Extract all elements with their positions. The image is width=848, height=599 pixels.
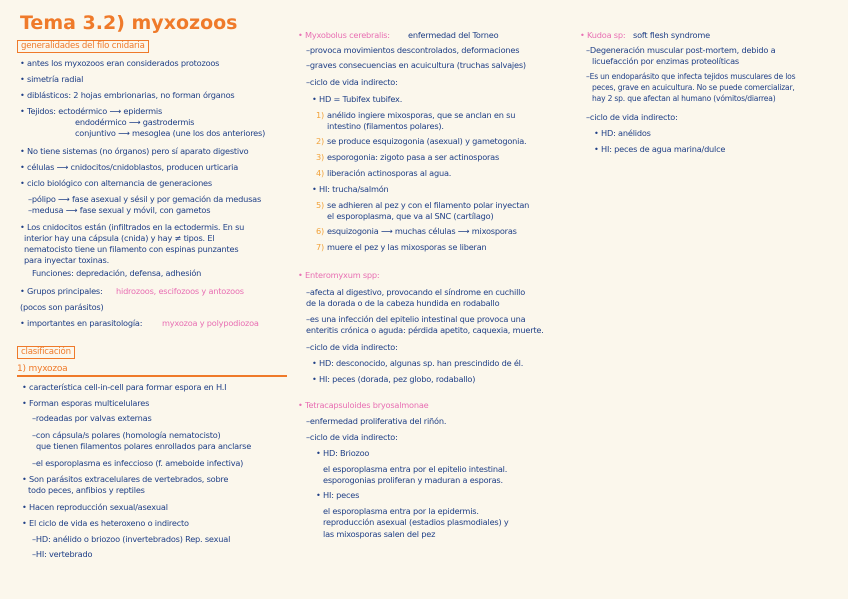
note-line: –ciclo de vida indirecto: [306,432,398,442]
species-tetracapsuloides: • Tetracapsuloides bryosalmonae [298,400,429,410]
note-line: enteritis crónica o aguda: pérdida apetito, caquexia, muerte. [306,325,544,335]
note-line: • Hacen reproducción sexual/asexual [22,502,168,512]
note-line: las mixosporas salen del pez [323,529,436,539]
note-line: liberación actinosporas al agua. [327,168,452,178]
note-line: –graves consecuencias en acuicultura (truchas salvajes) [306,60,526,70]
note-line: –ciclo de vida indirecto: [306,77,398,87]
note-line: • células ⟶ cnidocitos/cnidoblastos, producen urticaria [20,162,239,172]
note-line: conjuntivo ⟶ mesoglea (une los dos anteriores) [75,128,266,138]
note-line: –pólipo ⟶ fase asexual y sésil y por gemación da medusas [28,194,262,204]
note-line: se produce esquizogonia (asexual) y gametogonia. [327,136,527,146]
note-line: licuefacción por enzimas proteolíticas [592,56,739,66]
note-line: nematocisto tiene un filamento con espinas punzantes [24,244,239,254]
note-line: reproducción asexual (estadios plasmodiales) y [323,517,509,527]
note-line: • HD = Tubifex tubifex. [312,94,403,104]
note-line: –ciclo de vida indirecto: [306,342,398,352]
note-line: • diblásticos: 2 hojas embrionarias, no forman órganos [20,90,235,100]
note-line: • Tejidos: ectodérmico ⟶ epidermis [20,106,163,116]
note-line: • Los cnidocitos están (infiltrados en la ectodermis. En su [20,222,245,232]
note-line: –medusa ⟶ fase sexual y móvil, con gametos [28,205,211,215]
species-myxobolus-desc: enfermedad del Torneo [408,30,499,40]
note-line: intestino (filamentos polares). [327,121,444,131]
note-line: hay 2 sp. que afectan al humano (vómitos/diarrea) [592,94,776,103]
note-line: –provoca movimientos descontrolados, deformaciones [306,45,520,55]
note-line: el esporoplasma, que va al SNC (cartílago) [327,211,494,221]
step-number: 6) [316,226,325,236]
step-number: 2) [316,136,325,146]
note-line: –rodeadas por valvas externas [32,413,152,423]
note-line: • característica cell-in-cell para formar espora en H.I [22,382,227,392]
note-line: interior hay una cápsula (cnida) y hay ≠ tipos. El [24,233,215,243]
note-line: –HI: vertebrado [32,549,93,559]
section-title-generalidades: generalidades del filo cnidaria [17,40,149,53]
note-line: • No tiene sistemas (no órganos) pero sí aparato digestivo [20,146,249,156]
note-line: de la dorada o de la cabeza hundida en rodaballo [306,298,500,308]
note-line: –Es un endoparásito que infecta tejidos musculares de los [586,72,796,81]
note-line: que tienen filamentos polares enrollados para anclarse [36,441,252,451]
note-line: esquizogonia ⟶ muchas células ⟶ mixosporas [327,226,517,236]
species-enteromyxum: • Enteromyxum spp: [298,270,380,280]
note-line: • simetría radial [20,74,84,84]
grupos-value: hidrozoos, escifozoos y antozoos [116,286,244,296]
step-number: 5) [316,200,325,210]
note-line: peces, grave en acuicultura. No se puede comercializar, [592,83,795,92]
note-line: Funciones: depredación, defensa, adhesión [32,268,202,278]
step-number: 4) [316,168,325,178]
note-line: • HD: Briozoo [316,448,370,458]
note-line: • El ciclo de vida es heteroxeno o indirecto [22,518,189,528]
subsection-underline [17,375,287,377]
note-line: esporogonias proliferan y maduran a esporas. [323,475,503,485]
note-line: esporogonia: zigoto pasa a ser actinosporas [327,152,500,162]
note-line: • antes los myxozoos eran considerados protozoos [20,58,220,68]
importantes-label: • importantes en parasitología: [20,318,143,328]
step-number: 1) [316,110,325,120]
note-line: –Degeneración muscular post-mortem, debido a [586,45,776,55]
note-line: el esporoplasma entra por la epidermis. [323,506,479,516]
note-line: muere el pez y las mixosporas se liberan [327,242,487,252]
grupos-note: (pocos son parásitos) [20,302,104,312]
section-title-clasificacion: clasificación [17,346,75,359]
note-line: todo peces, anfibios y reptiles [28,485,145,495]
importantes-value: myxozoa y polypodiozoa [162,318,259,328]
note-line: • ciclo biológico con alternancia de generaciones [20,178,212,188]
note-line: –ciclo de vida indirecto: [586,112,678,122]
species-kudoa-desc: soft flesh syndrome [633,30,710,40]
note-line: el esporoplasma entra por el epitelio intestinal. [323,464,508,474]
grupos-label: • Grupos principales: [20,286,103,296]
note-line: • HD: anélidos [594,128,651,138]
subsection-title-myxozoa: 1) myxozoa [17,364,68,374]
note-line: • HD: desconocido, algunas sp. han prescindido de él. [312,358,524,368]
note-line: • HI: peces [316,490,360,500]
note-line: –con cápsula/s polares (homología nematocisto) [32,430,221,440]
step-number: 7) [316,242,325,252]
note-line: endodérmico ⟶ gastrodermis [75,117,195,127]
page-title: Tema 3.2) myxozoos [20,12,238,34]
note-line: –enfermedad proliferativa del riñón. [306,416,447,426]
note-line: para inyectar toxinas. [24,255,110,265]
note-line: –el esporoplasma es infeccioso (f. ameboide infectiva) [32,458,244,468]
note-line: –HD: anélido o briozoo (invertebrados) Rep. sexual [32,534,231,544]
note-line: –afecta al digestivo, provocando el síndrome en cuchillo [306,287,526,297]
note-line: anélido ingiere mixosporas, que se anclan en su [327,110,516,120]
note-line: • HI: peces de agua marina/dulce [594,144,726,154]
note-line: se adhieren al pez y con el filamento polar inyectan [327,200,530,210]
species-kudoa: • Kudoa sp: [580,30,626,40]
note-line: • HI: trucha/salmón [312,184,389,194]
note-line: • Forman esporas multicelulares [22,398,150,408]
note-line: • Son parásitos extracelulares de vertebrados, sobre [22,474,229,484]
step-number: 3) [316,152,325,162]
note-line: • HI: peces (dorada, pez globo, rodaballo) [312,374,476,384]
species-myxobolus: • Myxobolus cerebralis: [298,30,390,40]
note-line: –es una infección del epitelio intestinal que provoca una [306,314,526,324]
